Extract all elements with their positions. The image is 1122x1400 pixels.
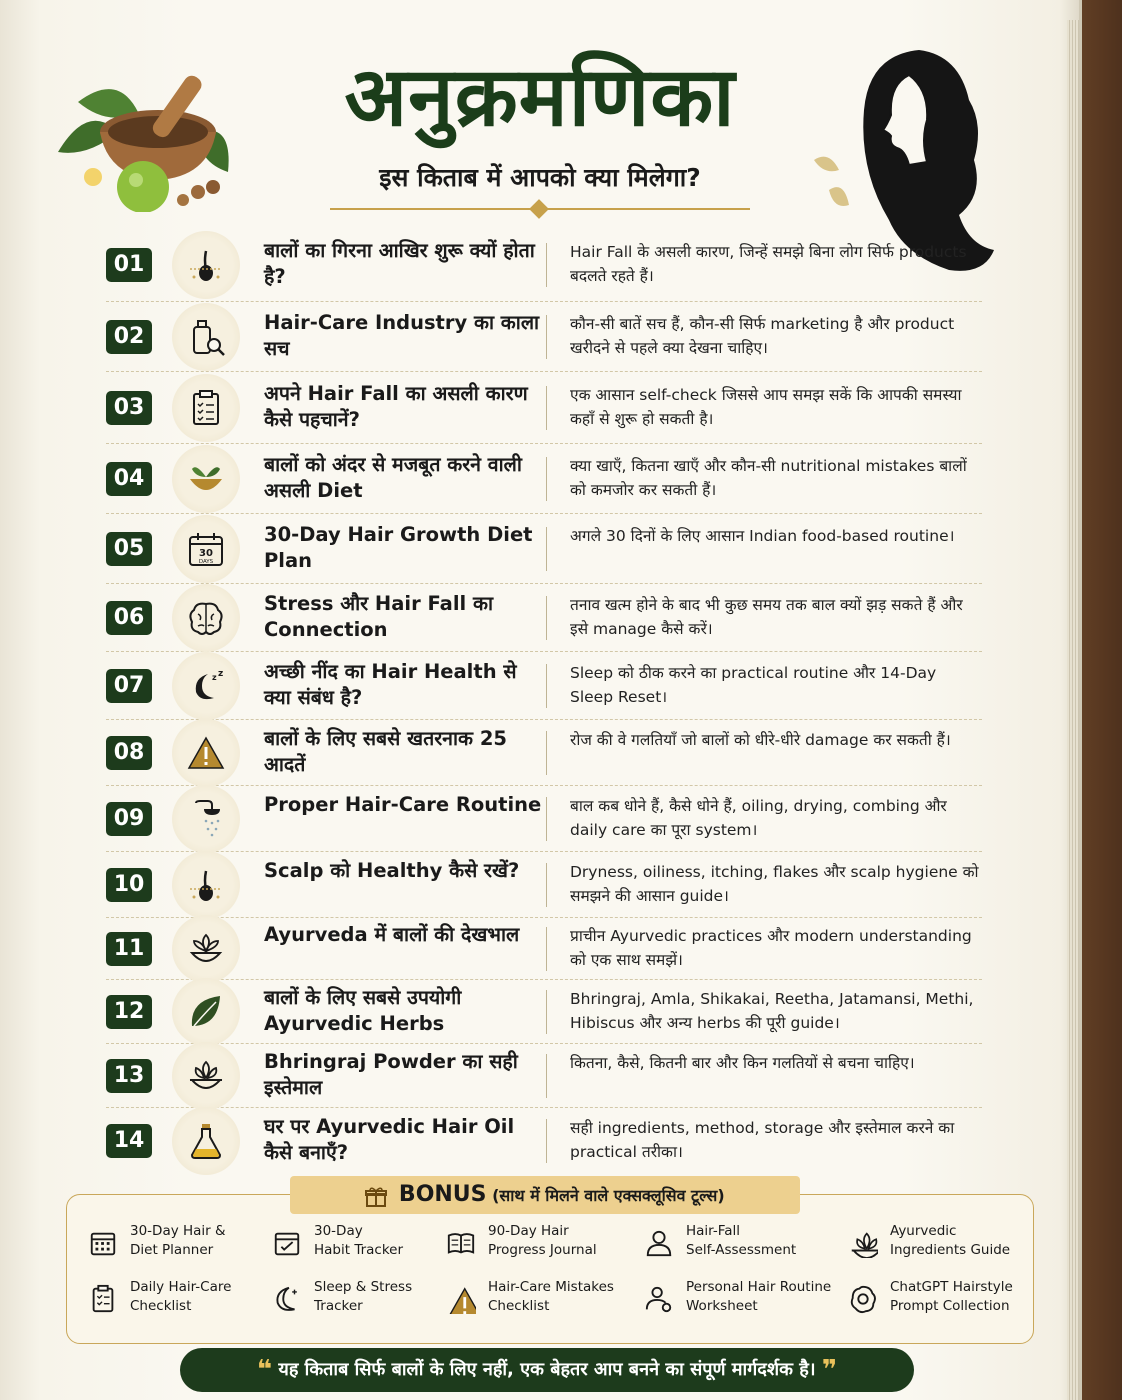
chapter-title: 30-Day Hair Growth Diet Plan (264, 523, 533, 572)
herb-bowl-icon (848, 1228, 878, 1258)
chapter-icon-badge (172, 978, 240, 1046)
page-edges (1067, 20, 1079, 1400)
calendar-30-days-icon (186, 529, 226, 569)
bonus-item-hair-fall-self-assessment (644, 1222, 844, 1266)
chapter-description: Hair Fall के असली कारण, जिन्हें समझे बिना लोग सिर्फ products बदलते रहते हैं। (570, 243, 967, 285)
oil-flask-icon (186, 1121, 226, 1161)
bonus-ribbon (290, 1176, 800, 1214)
toc-item-08[interactable] (106, 720, 982, 786)
chapter-number: 10 (106, 868, 152, 902)
bonus-item-sleep-stress-tracker (272, 1278, 472, 1322)
svg-text:DAYS: DAYS (198, 559, 214, 565)
chapter-number: 14 (106, 1124, 152, 1158)
chapter-description: एक आसान self-check जिससे आप समझ सकें कि आपकी समस्या कहाँ से शुरू हो सकती है। (570, 386, 962, 428)
chapter-description: प्राचीन Ayurvedic practices और modern understanding को एक साथ समझें। (570, 927, 972, 969)
bonus-item-30-day-habit-tracker (272, 1222, 472, 1266)
bonus-item-90-day-hair-progress-journal (446, 1222, 646, 1266)
row-divider (546, 527, 547, 571)
row-divider (546, 797, 547, 841)
toc-item-10[interactable] (106, 852, 982, 918)
bonus-item-30-day-hair-diet-planner (88, 1222, 288, 1266)
moon-sleep-icon (186, 666, 226, 706)
mortar-pestle-herbs-icon (48, 62, 238, 212)
row-divider (546, 386, 547, 430)
chapter-title: Ayurveda में बालों की देखभाल (264, 923, 520, 946)
quote-text: यह किताब सिर्फ बालों के लिए नहीं, एक बेहतर आप बनने का संपूर्ण मार्गदर्शक है। (278, 1359, 816, 1380)
chapter-number: 12 (106, 995, 152, 1029)
moon-icon (272, 1284, 302, 1314)
chapter-description: तनाव खत्म होने के बाद भी कुछ समय तक बाल क्यों झड़ सकते हैं और इसे manage कैसे करें। (570, 596, 963, 638)
toc-item-01[interactable] (106, 228, 982, 302)
chapter-title: बालों के लिए सबसे उपयोगी Ayurvedic Herbs (264, 986, 462, 1035)
row-divider (546, 457, 547, 501)
chapter-number: 03 (106, 391, 152, 425)
bonus-item-chatgpt-hairstyle-prompt-collection (848, 1278, 1048, 1322)
chapter-number: 09 (106, 802, 152, 836)
chapter-title: घर पर Ayurvedic Hair Oil कैसे बनाएँ? (264, 1115, 515, 1164)
chapter-icon-badge (172, 1107, 240, 1175)
row-divider (546, 596, 547, 640)
chapter-icon-badge (172, 445, 240, 513)
chapter-number: 11 (106, 932, 152, 966)
warning-icon (186, 733, 226, 773)
chapter-description: अगले 30 दिनों के लिए आसान Indian food-based routine। (570, 527, 955, 545)
chapter-description: Sleep को ठीक करने का practical routine और 14-Day Sleep Reset। (570, 664, 937, 706)
bonus-item-personal-hair-routine-worksheet (644, 1278, 844, 1322)
chapter-description: कितना, कैसे, कितनी बार और किन गलतियों से बचना चाहिए। (570, 1054, 915, 1072)
chapter-description: सही ingredients, method, storage और इस्तेमाल करने का practical तरीका। (570, 1119, 955, 1161)
page-subtitle: इस किताब में आपको क्या मिलेगा? (379, 163, 701, 192)
row-divider (546, 315, 547, 359)
chapter-description: Dryness, oiliness, itching, flakes और scalp hygiene को समझने की आसान guide। (570, 863, 979, 905)
bonus-item-label: Hair-Care Mistakes Checklist (488, 1279, 614, 1314)
bonus-item-label: Personal Hair Routine Worksheet (686, 1279, 832, 1314)
chapter-icon-badge (172, 515, 240, 583)
person-gear-icon (644, 1284, 674, 1314)
chapter-description: रोज की वे गलतियाँ जो बालों को धीरे-धीरे damage कर सकती हैं। (570, 731, 951, 749)
chapter-title: बालों को अंदर से मजबूत करने वाली असली Diet (264, 453, 522, 502)
bonus-item-label: 30-Day Hair & Diet Planner (130, 1223, 226, 1258)
toc-item-04[interactable] (106, 444, 982, 514)
quote-open-mark: ❝ (256, 1355, 273, 1385)
row-divider (546, 990, 547, 1034)
chapter-icon-badge (172, 584, 240, 652)
chapter-icon-badge (172, 719, 240, 787)
chapter-title: बालों का गिरना आखिर शुरू क्यों होता है? (264, 239, 535, 288)
chapter-number: 08 (106, 736, 152, 770)
food-bowl-icon (186, 459, 226, 499)
chapter-description: बाल कब धोने हैं, कैसे धोने हैं, oiling, drying, combing और daily care का पूरा system। (570, 797, 947, 839)
bonus-item-label: Ayurvedic Ingredients Guide (890, 1223, 1011, 1258)
clipboard-checklist-icon (186, 388, 226, 428)
svg-text:30: 30 (199, 548, 213, 559)
svg-text:z: z (218, 669, 224, 679)
bonus-item-daily-hair-care-checklist (88, 1278, 288, 1322)
row-divider (546, 927, 547, 971)
leaf-icon (186, 992, 226, 1032)
closing-quote (180, 1348, 914, 1392)
bonus-item-label: Daily Hair-Care Checklist (130, 1279, 232, 1314)
bonus-item-label: Hair-Fall Self-Assessment (686, 1223, 797, 1258)
bonus-item-hair-care-mistakes-checklist (446, 1278, 646, 1322)
row-divider (546, 863, 547, 907)
toc-item-12[interactable] (106, 980, 982, 1044)
toc-item-11[interactable] (106, 918, 982, 980)
toc-item-09[interactable] (106, 786, 982, 852)
bottle-magnifier-icon (186, 317, 226, 357)
chapter-icon-badge (172, 374, 240, 442)
title-divider (330, 208, 750, 210)
chapter-icon-badge (172, 785, 240, 853)
bonus-item-label: Sleep & Stress Tracker (314, 1279, 413, 1314)
chapter-icon-badge (172, 303, 240, 371)
chapter-title: अच्छी नींद का Hair Health से क्या संबंध है? (264, 660, 517, 709)
bonus-item-label: 90-Day Hair Progress Journal (488, 1223, 597, 1258)
chapter-description: Bhringraj, Amla, Shikakai, Reetha, Jatamansi, Methi, Hibiscus और अन्य herbs की पूरी guide। (570, 990, 974, 1032)
chapter-icon-badge (172, 851, 240, 919)
brain-icon (186, 598, 226, 638)
bonus-item-ayurvedic-ingredients-guide (848, 1222, 1048, 1266)
bonus-item-label: 30-Day Habit Tracker (314, 1223, 404, 1258)
clipboard-icon (88, 1284, 118, 1314)
calendar-check-icon (272, 1228, 302, 1258)
chapter-number: 02 (106, 320, 152, 354)
toc-item-13[interactable] (106, 1044, 982, 1108)
chapter-icon-badge (172, 1042, 240, 1110)
chapter-title: बालों के लिए सबसे खतरनाक 25 आदतें (264, 727, 507, 776)
chapter-number: 01 (106, 248, 152, 282)
chapter-number: 07 (106, 669, 152, 703)
chapter-number: 13 (106, 1059, 152, 1093)
chapter-number: 05 (106, 532, 152, 566)
row-divider (546, 664, 547, 708)
quote-close-mark: ❞ (821, 1355, 838, 1385)
chapter-description: क्या खाएँ, कितना खाएँ और कौन-सी nutritional mistakes बालों को कमजोर कर सकती हैं। (570, 457, 967, 499)
chatgpt-icon (848, 1284, 878, 1314)
bonus-sublabel: (साथ में मिलने वाले एक्सक्लूसिव टूल्स) (492, 1186, 725, 1205)
chapter-icon-badge (172, 652, 240, 720)
herb-bowl-icon (186, 1056, 226, 1096)
chapter-title: Proper Hair-Care Routine (264, 793, 542, 816)
page-title: अनुक्रमणिका (344, 50, 736, 145)
chapter-description: कौन-सी बातें सच हैं, कौन-सी सिर्फ marketing है और product खरीदने से पहले क्या देखना चाहिए। (570, 315, 955, 357)
bonus-item-label: ChatGPT Hairstyle Prompt Collection (890, 1279, 1013, 1314)
toc-item-02[interactable] (106, 302, 982, 372)
chapter-icon-badge (172, 915, 240, 983)
toc-item-03[interactable] (106, 372, 982, 444)
scalp-follicle-icon (186, 865, 226, 905)
row-divider (546, 243, 547, 287)
chapter-number: 06 (106, 601, 152, 635)
chapter-title: Hair-Care Industry का काला सच (264, 311, 540, 360)
open-book-icon (446, 1228, 476, 1258)
gift-icon (365, 1186, 387, 1208)
chapter-title: अपने Hair Fall का असली कारण कैसे पहचानें? (264, 382, 528, 431)
toc-item-06[interactable] (106, 584, 982, 652)
shower-icon (186, 799, 226, 839)
toc-item-05[interactable] (106, 514, 982, 584)
svg-text:z: z (212, 673, 217, 682)
chapter-icon-badge (172, 231, 240, 299)
toc-item-07[interactable] (106, 652, 982, 720)
bonus-label: BONUS (398, 1182, 487, 1207)
person-icon (644, 1228, 674, 1258)
chapter-title: Stress और Hair Fall का Connection (264, 592, 494, 641)
hair-follicle-icon (186, 245, 226, 285)
chapter-title: Scalp को Healthy कैसे रखें? (264, 859, 520, 882)
row-divider (546, 731, 547, 775)
chapter-number: 04 (106, 462, 152, 496)
chapter-title: Bhringraj Powder का सही इस्तेमाल (264, 1050, 518, 1099)
row-divider (546, 1119, 547, 1163)
ayurveda-lotus-bowl-icon (186, 929, 226, 969)
warning-icon (446, 1284, 476, 1314)
row-divider (546, 1054, 547, 1098)
calendar-grid-icon (88, 1228, 118, 1258)
toc-item-14[interactable] (106, 1108, 982, 1174)
